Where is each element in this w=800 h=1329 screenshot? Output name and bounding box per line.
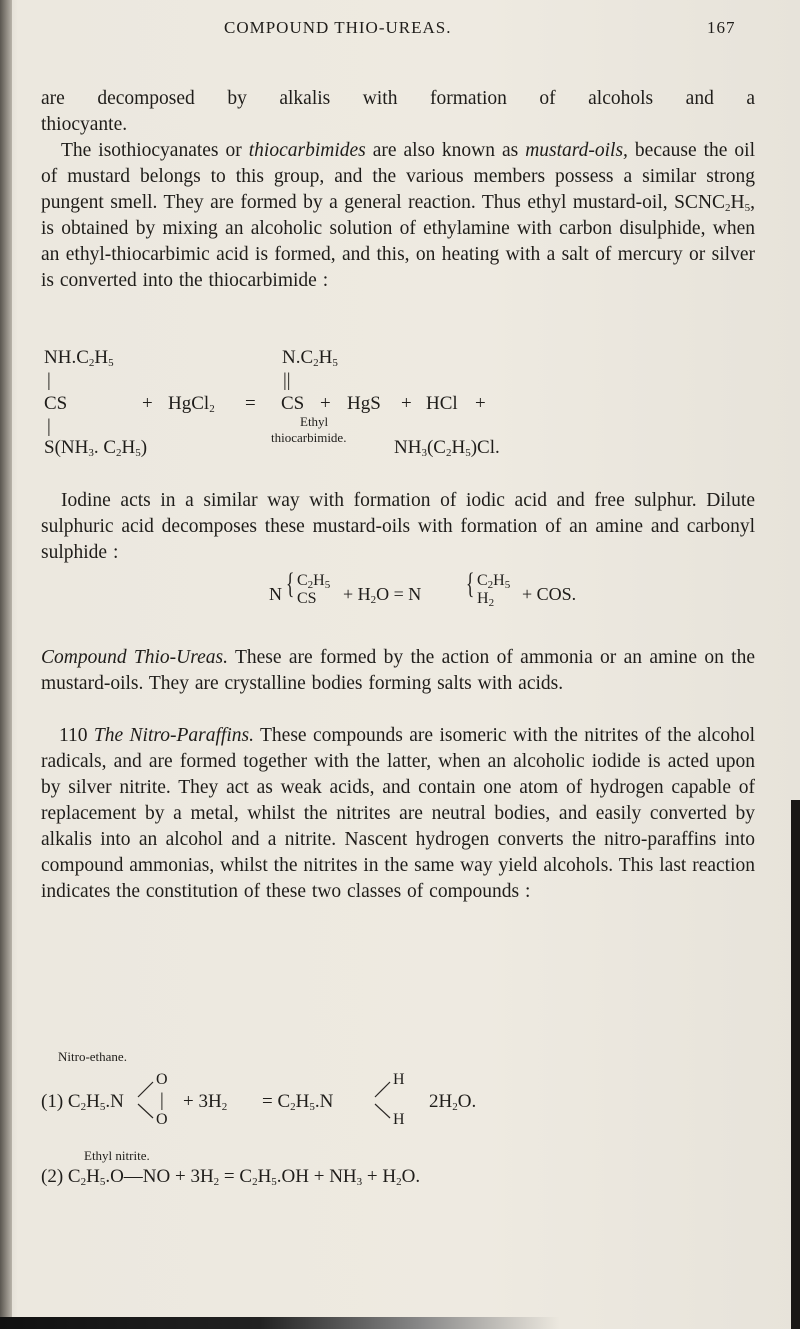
eq1-plus-4: + <box>475 393 486 414</box>
eq3-2h2o: $2H_2O$. <box>429 1091 477 1113</box>
eq1-cs-mid: CS <box>281 393 305 414</box>
heading-nitro-paraffins: The Nitro-Paraffins. <box>93 725 254 746</box>
subscript: 2 <box>725 202 731 214</box>
paragraph-1-line-1: are decomposed by alkalis with formation of alcohols and a <box>41 88 755 109</box>
paragraph-2-text-a: The isothiocyanates or <box>61 140 249 161</box>
eq1-nh3-c2h5-cl: $NH_3(C_2H_5)Cl$. <box>394 437 500 459</box>
eq2-plus-h2o: + $H_2O = N$ <box>343 584 422 606</box>
eq3-line-o-down <box>138 1104 153 1118</box>
eq3-h-bottom: H <box>393 1111 405 1128</box>
paragraph-2-text-e: , is obtained by mixing an alcoholic solution of ethylamine with carbon disulphide, when an ethyl-thiocarbimic acid is formed, and this, on heating with a salt of mercury or silver is converted into the thiocarbimide : <box>41 192 755 291</box>
paragraph-2-text-c: because the oil of mustard belongs to this group, and the various members possess a similar strong pungent smell. They are formed by a general reaction. Thus ethyl mustard-oil, SCNC <box>41 140 755 213</box>
eq3-line-h-up <box>375 1082 390 1097</box>
section-number: 110 <box>59 725 88 746</box>
eq1-s-nh3-c2h5: $S(NH_3$. $C_2H_5$) <box>44 437 148 459</box>
page-edge-bottom <box>0 1317 800 1329</box>
eq1-hcl: HCl <box>426 393 458 414</box>
eq2-h2-bottom: $H_2$ <box>477 590 495 609</box>
page-number: 167 <box>707 18 736 37</box>
eq1-n-c2h5: $N.C_2H_5$ <box>282 347 338 369</box>
eq1-caption-ethyl: Ethyl <box>300 414 329 429</box>
eq1-equals: = <box>245 393 256 414</box>
paragraph-5 <box>41 723 755 905</box>
eq1-bond-double: || <box>283 370 291 391</box>
eq1-bond-single: | <box>47 370 51 391</box>
term-mustard-oils: mustard-oils, <box>525 140 628 161</box>
paragraph-2-text-d: H <box>730 192 745 213</box>
eq2-c2h5-top: $C_2H_5$ <box>297 572 331 591</box>
eq3-bond: | <box>160 1090 164 1111</box>
paragraph-3 <box>41 488 755 566</box>
paragraph-5-text: These compounds are isomeric with the nitrites of the alcohol radicals, and are formed together with the latter, when an alcoholic iodide is acted upon by silver nitrite. They act as weak acids, and contain one atom of hydrogen capable of replacement by a metal, whilst the nitrites are neutral bodies, and easily converted by alkalis into an alcohol and a nitrite. Nascent hydrogen converts the nitro-paraffins into compound ammonias, whilst the nitrites in the same way yield alcohols. This last reaction indicates the constitution of these two classes of compounds : <box>41 725 756 902</box>
eq1-cs-left: CS <box>44 393 68 414</box>
eq1-caption-thiocarbimide: thiocarbimide. <box>271 430 347 445</box>
eq3-o-top: O <box>156 1071 168 1088</box>
eq2-cs-bottom: CS <box>297 590 317 607</box>
eq4-caption-ethyl-nitrite: Ethyl nitrite. <box>84 1148 150 1163</box>
eq2-c2h5-top-2: $C_2H_5$ <box>477 572 511 591</box>
book-spine-shadow <box>0 0 12 1329</box>
eq3-c2h5-n-2: = $C_2H_5.N$ <box>262 1091 334 1113</box>
eq1-bond-single-2: | <box>47 416 51 437</box>
paragraph-1 <box>41 86 755 138</box>
paragraph-3-text: Iodine acts in a similar way with formation of iodic acid and free sulphur. Dilute sulphuric acid decomposes these mustard-oils with formation of an amine and carbonyl sulphide : <box>41 490 755 563</box>
page-edge-right <box>791 800 800 1329</box>
eq1-nh-c2h5: $NH.C_2H_5$ <box>44 347 114 369</box>
paragraph-1-line-2: thiocyante. <box>41 114 128 135</box>
running-header <box>0 18 800 48</box>
eq3-line-h-down <box>375 1104 390 1118</box>
paragraph-2-text-b: are also known as <box>365 140 519 161</box>
subscript: 5 <box>744 202 751 214</box>
eq4-reaction: (2) $C_2H_5.O—NO + 3H_2 = C_2H_5.OH + NH_3 + H_2O$. <box>41 1166 421 1188</box>
term-thiocarbimides: thiocarbimides <box>248 140 366 161</box>
eq3-h-top: H <box>393 1071 405 1088</box>
paragraph-4-text: These are formed by the action of ammonia or an amine on the mustard-oils. They are crystalline bodies forming salts with acids. <box>41 647 755 694</box>
heading-compound-thio-ureas: Compound Thio-Ureas. <box>41 647 228 668</box>
eq3-line-o-up <box>138 1082 153 1097</box>
eq3-plus-3h2: + $3H_2$ <box>183 1091 228 1113</box>
eq1-plus-3: + <box>401 393 412 414</box>
eq2-brace-right: { <box>465 567 475 600</box>
paragraph-2 <box>41 138 755 294</box>
paragraph-4 <box>41 645 755 697</box>
eq1-hgs: HgS <box>347 393 381 414</box>
eq2-n-left: N <box>269 584 282 604</box>
eq2-plus-cos: + COS. <box>522 584 577 604</box>
eq1-plus-2: + <box>320 393 331 414</box>
eq1-hgcl2: HgCl$_2$ <box>168 393 215 415</box>
header-title: COMPOUND THIO-UREAS. <box>224 18 452 37</box>
eq2-brace-left: { <box>285 567 295 600</box>
eq3-o-bottom: O <box>156 1111 168 1128</box>
eq1-plus-1: + <box>142 393 153 414</box>
eq3-caption-nitroethane: Nitro-ethane. <box>58 1049 127 1064</box>
eq3-c2h5-n: (1) $C_2H_5.N$ <box>41 1091 124 1113</box>
